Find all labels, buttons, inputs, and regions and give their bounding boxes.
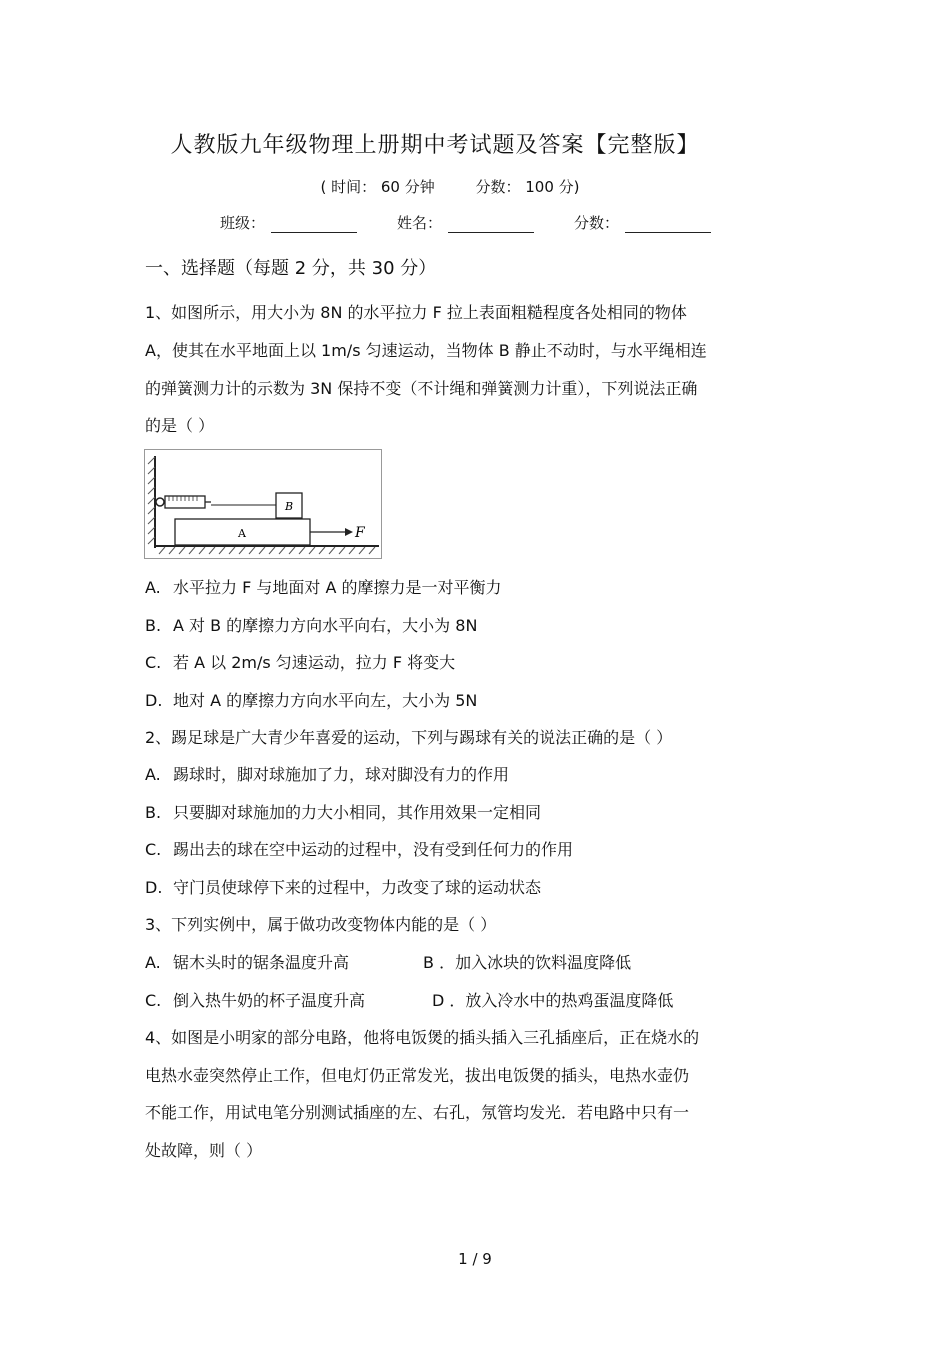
block-a-label: A [238, 527, 246, 540]
option-text: 水平拉力 F 与地面对 A 的摩擦力是一对平衡力 [173, 578, 502, 597]
option-key: C. [145, 991, 162, 1010]
option-text: 倒入热牛奶的杯子温度升高 [173, 991, 366, 1010]
scale-ring [156, 498, 164, 506]
q3-option-c [145, 988, 365, 1011]
score-label: 分数： [574, 214, 620, 232]
student-info-fields [220, 212, 711, 233]
option-key: A. [145, 765, 161, 784]
option-text: 若 A 以 2m/s 匀速运动，拉力 F 将变大 [173, 653, 456, 672]
q3-option-a [145, 950, 349, 973]
option-text: A 对 B 的摩擦力方向水平向右，大小为 8N [173, 616, 478, 635]
option-key: D. [145, 691, 163, 710]
score-field[interactable] [574, 212, 711, 233]
document-title: 人教版九年级物理上册期中考试题及答案【完整版】 [170, 133, 700, 158]
option-text: 地对 A 的摩擦力方向水平向左，大小为 5N [173, 691, 478, 710]
q3-option-b: B ．加入冰块的饮料温度降低 [423, 953, 632, 972]
q1-figure [144, 449, 382, 559]
q4-line-2: 电热水壶突然停止工作，但电灯仍正常发光，拔出电饭煲的插头，电热水壶仍 [145, 1066, 690, 1085]
q1-line-2: A，使其在水平地面上以 1m/s 匀速运动，当物体 B 静止不动时，与水平绳相连 [145, 341, 707, 360]
option-key: A. [145, 953, 161, 972]
name-label: 姓名： [397, 214, 443, 232]
q1-line-3: 的弹簧测力计的示数为 3N 保持不变（不计绳和弹簧测力计重），下列说法正确 [145, 379, 698, 398]
q4-line-1: 4、如图是小明家的部分电路，他将电饭煲的插头插入三孔插座后，正在烧水的 [145, 1028, 700, 1047]
q3-stem: 3、下列实例中，属于做功改变物体内能的是（ ） [145, 915, 497, 934]
q1-line-4: 的是（ ） [145, 416, 215, 435]
class-blank[interactable] [271, 214, 357, 233]
name-field[interactable] [397, 212, 534, 233]
option-key: A. [145, 578, 161, 597]
q1-line-1: 1、如图所示，用大小为 8N 的水平拉力 F 拉上表面粗糙程度各处相同的物体 [145, 303, 687, 322]
page-number: 1 / 9 [458, 1250, 492, 1268]
force-arrow-head [345, 528, 353, 536]
option-key: B. [145, 616, 162, 635]
q4-line-3: 不能工作，用试电笔分别测试插座的左、右孔，氖管均发光．若电路中只有一 [145, 1103, 690, 1122]
class-field[interactable] [220, 212, 357, 233]
q1-option-c [145, 650, 455, 673]
q1-option-b [145, 613, 477, 636]
score-info: 分数： 100 分) [475, 178, 580, 196]
q2-stem: 2、踢足球是广大青少年喜爱的运动，下列与踢球有关的说法正确的是（ ） [145, 728, 673, 747]
option-key: B. [145, 803, 162, 822]
class-label: 班级： [220, 214, 266, 232]
option-text: 只要脚对球施加的力大小相同，其作用效果一定相同 [173, 803, 542, 822]
option-key: C. [145, 840, 162, 859]
option-text: 踢球时，脚对球施加了力，球对脚没有力的作用 [173, 765, 510, 784]
q2-option-b [145, 800, 541, 823]
block-b-label: B [284, 500, 294, 513]
section-heading: 一、选择题（每题 2 分，共 30 分） [145, 258, 437, 279]
time-info: ( 时间： 60 分钟 [320, 178, 435, 196]
score-blank[interactable] [625, 214, 711, 233]
option-key: C. [145, 653, 162, 672]
q3-option-d: D ．放入冷水中的热鸡蛋温度降低 [432, 991, 674, 1010]
ground-hatching [159, 547, 375, 554]
q2-option-c [145, 837, 573, 860]
q2-option-a [145, 762, 509, 785]
option-key: D. [145, 878, 163, 897]
force-label: F [355, 525, 365, 541]
q1-option-d [145, 688, 477, 711]
spring-scale-diagram [145, 450, 381, 558]
name-blank[interactable] [448, 214, 534, 233]
wall-hatching [148, 457, 155, 544]
q2-option-d [145, 875, 541, 898]
q4-line-4: 处故障，则（ ） [145, 1141, 263, 1160]
q1-option-a [145, 575, 502, 598]
option-text: 踢出去的球在空中运动的过程中，没有受到任何力的作用 [173, 840, 574, 859]
exam-meta [0, 176, 900, 197]
option-text: 锯木头时的锯条温度升高 [173, 953, 350, 972]
option-text: 守门员使球停下来的过程中，力改变了球的运动状态 [173, 878, 542, 897]
